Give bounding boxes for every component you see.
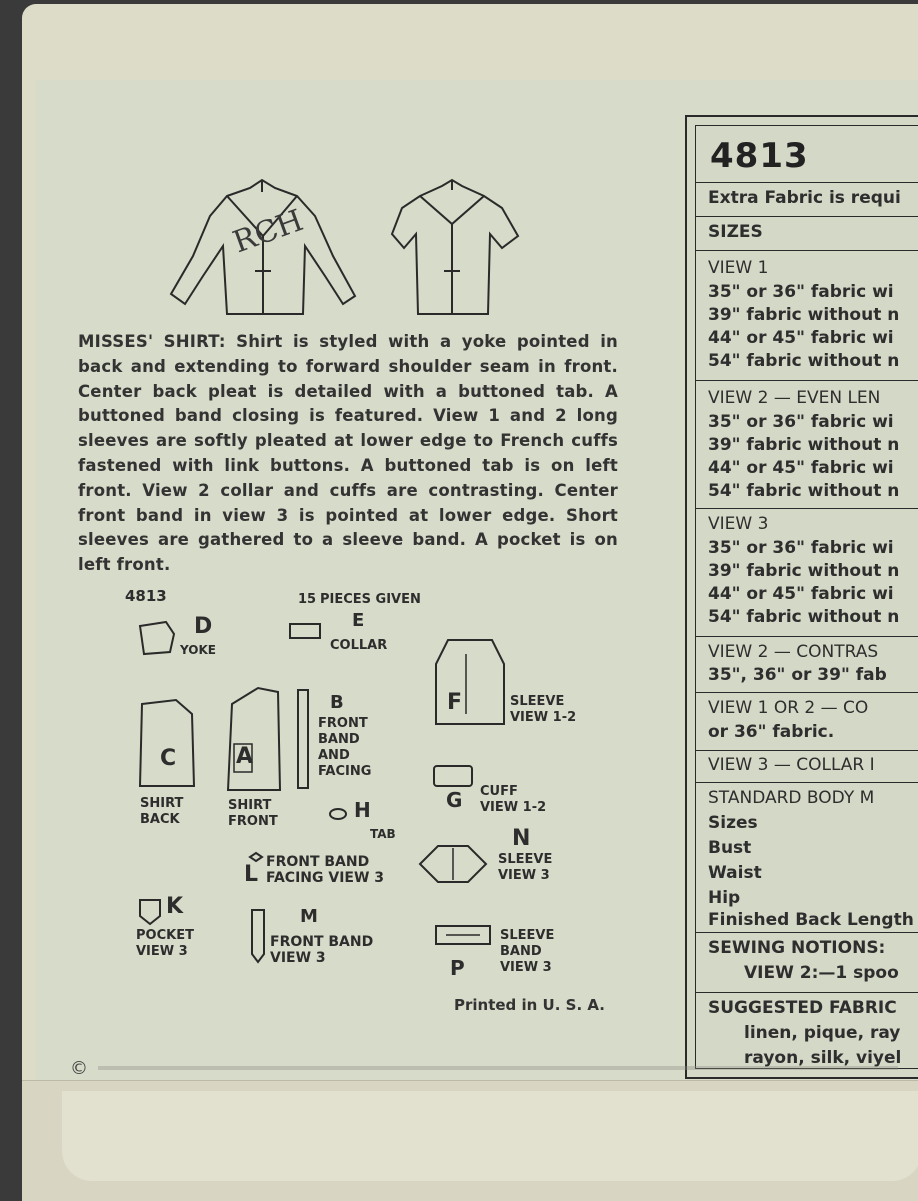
piece-c-shape xyxy=(136,694,200,794)
piece-m-letter: M xyxy=(300,906,318,927)
view1-line: 54" fabric without n xyxy=(708,351,900,371)
shirt-back-view-sketch xyxy=(165,176,360,316)
description-heading: MISSES' SHIRT: xyxy=(78,332,226,351)
fabrics-line: rayon, silk, viyel xyxy=(744,1048,902,1068)
table-pattern-number: 4813 xyxy=(710,136,809,176)
table-row-sizes xyxy=(696,216,918,251)
envelope-flap-fold xyxy=(62,1091,918,1181)
table-row-contrast xyxy=(696,636,918,693)
piece-k-shape xyxy=(136,896,164,930)
piece-m-shape xyxy=(248,908,268,968)
view1-line: 39" fabric without n xyxy=(708,305,900,325)
svg-text:RCH: RCH xyxy=(228,203,308,261)
body-title: STANDARD BODY M xyxy=(708,788,875,808)
view3-collar: VIEW 3 — COLLAR I xyxy=(708,755,875,775)
piece-a-label: SHIRT FRONT xyxy=(228,798,278,829)
piece-f-label: SLEEVE VIEW 1-2 xyxy=(510,694,577,725)
pieces-count: 15 xyxy=(298,592,317,607)
piece-d-label: YOKE xyxy=(180,643,216,657)
body-line: Sizes xyxy=(708,813,758,833)
piece-f-shape xyxy=(432,634,508,734)
view2-line: 44" or 45" fabric wi xyxy=(708,458,894,478)
view1-line: 35" or 36" fabric wi xyxy=(708,282,894,302)
pieces-count-label: PIECES GIVEN xyxy=(320,592,421,607)
body-line: Finished Back Length xyxy=(708,910,914,930)
piece-f-letter: F xyxy=(447,690,463,715)
view3-line: 39" fabric without n xyxy=(708,561,900,581)
pattern-description xyxy=(78,330,618,578)
copyright-line-torn xyxy=(98,1066,898,1070)
body-line: Waist xyxy=(708,863,762,883)
piece-n-shape xyxy=(416,840,490,892)
piece-m-label: FRONT BAND VIEW 3 xyxy=(270,934,374,966)
view2-line: 54" fabric without n xyxy=(708,481,900,501)
piece-k-letter: K xyxy=(166,894,184,919)
table-row-notions xyxy=(696,932,918,993)
piece-a-letter: A xyxy=(236,744,254,769)
piece-b-label: FRONT BAND AND FACING xyxy=(318,716,372,779)
piece-e-shape xyxy=(288,622,324,646)
view2-line: 35" or 36" fabric wi xyxy=(708,412,894,432)
piece-h-label: TAB xyxy=(370,827,396,841)
piece-diagram-number: 4813 xyxy=(125,587,167,605)
description-body: Shirt is styled with a yoke pointed in back and extending to forward shoulder seam in front. Center back pleat is detailed with a buttoned tab. A buttoned band closing is featured. View 1 and 2 long sleeves are softly pleated at lower edge to French cuffs fastened with link buttons. A buttoned tab is on left front. View 2 collar and cuffs are contrasting. Center front band in view 3 is pointed at lower edge. Short sleeves are gathered to a sleeve band. A pocket is on left front. xyxy=(78,332,618,575)
piece-e-letter: E xyxy=(352,610,365,631)
fabrics-title: SUGGESTED FABRIC xyxy=(708,998,897,1018)
piece-p-shape xyxy=(434,924,494,952)
yardage-table xyxy=(685,115,918,1079)
view1-title: VIEW 1 xyxy=(708,258,769,278)
piece-b-shape xyxy=(296,688,312,796)
view3-line: 35" or 36" fabric wi xyxy=(708,538,894,558)
piece-c-label: SHIRT BACK xyxy=(140,796,184,827)
table-extra-fabric: Extra Fabric is requi xyxy=(708,188,901,208)
piece-p-label: SLEEVE BAND VIEW 3 xyxy=(500,928,555,975)
piece-e-label: COLLAR xyxy=(330,638,388,653)
piece-d-shape xyxy=(136,618,178,662)
piece-c-letter: C xyxy=(160,746,177,771)
piece-k-label: POCKET VIEW 3 xyxy=(136,928,194,959)
view2-line: 39" fabric without n xyxy=(708,435,900,455)
piece-g-letter: G xyxy=(446,788,463,812)
piece-l-letter: L xyxy=(244,862,259,887)
shirt-back-short-sleeve-sketch xyxy=(390,176,525,316)
table-row-extra xyxy=(696,182,918,217)
piece-g-label: CUFF VIEW 1-2 xyxy=(480,784,547,815)
contrast-line: 35", 36" or 39" fab xyxy=(708,665,887,685)
table-row-body xyxy=(696,782,918,933)
piece-h-shape xyxy=(328,806,350,825)
table-row-view2 xyxy=(696,380,918,509)
printed-in-usa: Printed in U. S. A. xyxy=(454,996,605,1014)
piece-n-label: SLEEVE VIEW 3 xyxy=(498,852,553,883)
table-row-fabrics xyxy=(696,992,918,1072)
body-line: Hip xyxy=(708,888,741,908)
table-row-view3 xyxy=(696,508,918,637)
piece-n-letter: N xyxy=(512,826,531,851)
piece-a-shape xyxy=(224,684,284,798)
fabrics-line: linen, pique, ray xyxy=(744,1023,901,1043)
view2-title: VIEW 2 — EVEN LEN xyxy=(708,388,881,408)
table-row-view12 xyxy=(696,692,918,751)
view3-title: VIEW 3 xyxy=(708,514,769,534)
table-row-view3-collar xyxy=(696,750,918,783)
view1-line: 44" or 45" fabric wi xyxy=(708,328,894,348)
copyright-symbol: © xyxy=(70,1058,88,1079)
table-sizes: SIZES xyxy=(708,222,763,242)
piece-b-letter: B xyxy=(330,692,344,713)
notions-line: VIEW 2:—1 spoo xyxy=(744,963,899,983)
piece-h-letter: H xyxy=(354,798,371,822)
table-row-view1 xyxy=(696,250,918,381)
view3-line: 44" or 45" fabric wi xyxy=(708,584,894,604)
piece-d-letter: D xyxy=(194,614,213,639)
view3-line: 54" fabric without n xyxy=(708,607,900,627)
contrast-title: VIEW 2 — CONTRAS xyxy=(708,642,879,662)
notions-title: SEWING NOTIONS: xyxy=(708,938,886,958)
table-row-number xyxy=(696,126,918,183)
body-line: Bust xyxy=(708,838,752,858)
view12-line: or 36" fabric. xyxy=(708,722,835,742)
envelope-flap xyxy=(22,1080,918,1201)
piece-l-label: FRONT BAND FACING VIEW 3 xyxy=(266,854,385,886)
view12-title: VIEW 1 OR 2 — CO xyxy=(708,698,869,718)
piece-p-letter: P xyxy=(450,956,465,980)
